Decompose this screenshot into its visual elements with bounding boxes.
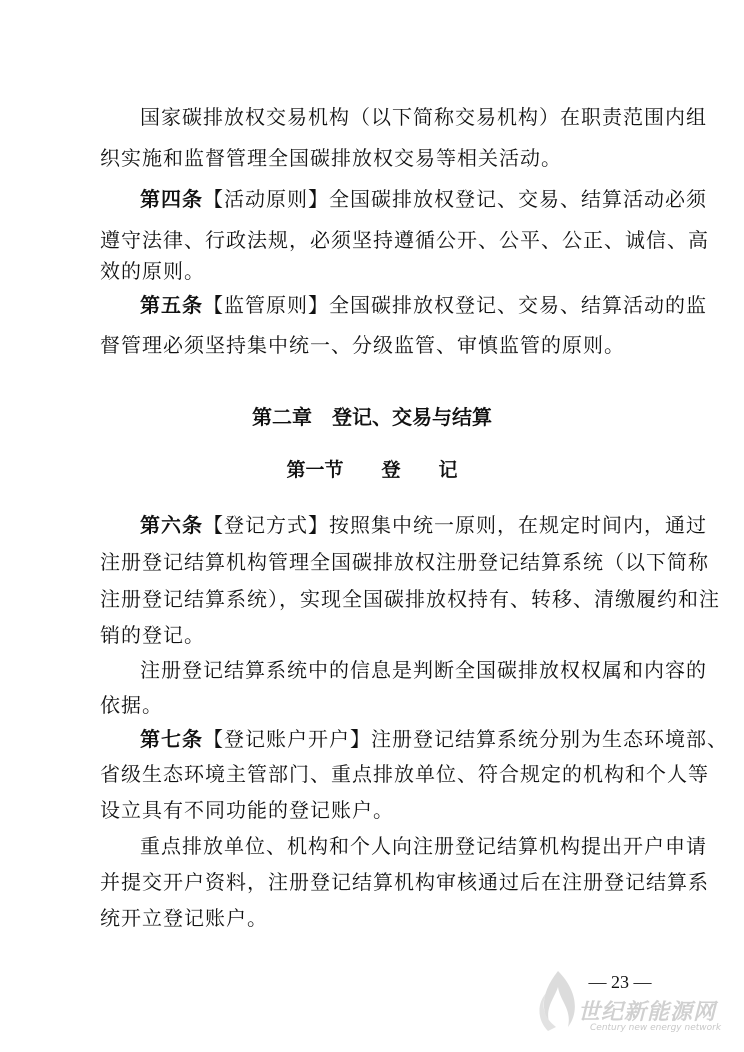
paragraph-line: 注册登记结算机构管理全国碳排放权注册登记结算系统（以下简称 xyxy=(100,550,709,574)
article-5-line xyxy=(140,290,707,320)
article-number: 第六条 xyxy=(140,513,203,537)
paragraph-line: 效的原则。 xyxy=(100,259,205,283)
paragraph-line: 省级生态环境主管部门、重点排放单位、符合规定的机构和个人等 xyxy=(100,762,709,786)
paragraph-line: 并提交开户资料，注册登记结算机构审核通过后在注册登记结算系 xyxy=(100,870,709,894)
watermark xyxy=(528,965,738,1045)
paragraph-line: 注册登记结算系统中的信息是判断全国碳排放权权属和内容的 xyxy=(140,658,707,682)
paragraph-line: 注册登记结算系统），实现全国碳排放权持有、转移、清缴履约和注 xyxy=(100,587,720,611)
article-text: 【活动原则】全国碳排放权登记、交易、结算活动必须 xyxy=(203,187,707,211)
article-4-line xyxy=(140,184,707,214)
paragraph-line: 国家碳排放权交易机构（以下简称交易机构）在职责范围内组 xyxy=(140,105,707,129)
section-heading: 第一节 登 记 xyxy=(286,459,458,481)
watermark-text: 世纪新能源网 xyxy=(578,1000,717,1025)
article-text: 【登记方式】按照集中统一原则，在规定时间内，通过 xyxy=(203,513,707,537)
paragraph-line: 织实施和监督管理全国碳排放权交易等相关活动。 xyxy=(100,146,562,170)
article-6-line xyxy=(140,510,707,540)
paragraph-line: 设立具有不同功能的登记账户。 xyxy=(100,798,394,822)
article-7-line xyxy=(140,724,728,754)
page-number: — 23 — xyxy=(588,972,652,992)
article-text: 【监管原则】全国碳排放权登记、交易、结算活动的监 xyxy=(203,293,707,317)
article-number: 第七条 xyxy=(140,727,203,751)
watermark-subtext: Century new energy network xyxy=(590,1023,722,1033)
paragraph-line: 督管理必须坚持集中统一、分级监管、审慎监管的原则。 xyxy=(100,333,625,357)
paragraph-line: 遵守法律、行政法规，必须坚持遵循公开、公平、公正、诚信、高 xyxy=(100,228,709,252)
paragraph-line: 统开立登记账户。 xyxy=(100,906,268,930)
paragraph-line: 依据。 xyxy=(100,693,163,717)
article-number: 第四条 xyxy=(140,187,203,211)
paragraph-line: 重点排放单位、机构和个人向注册登记结算机构提出开户申请 xyxy=(140,834,707,858)
article-text: 【登记账户开户】注册登记结算系统分别为生态环境部、 xyxy=(203,727,728,751)
paragraph-line: 销的登记。 xyxy=(100,623,205,647)
chapter-heading: 第二章 登记、交易与结算 xyxy=(252,405,492,429)
article-number: 第五条 xyxy=(140,293,203,317)
